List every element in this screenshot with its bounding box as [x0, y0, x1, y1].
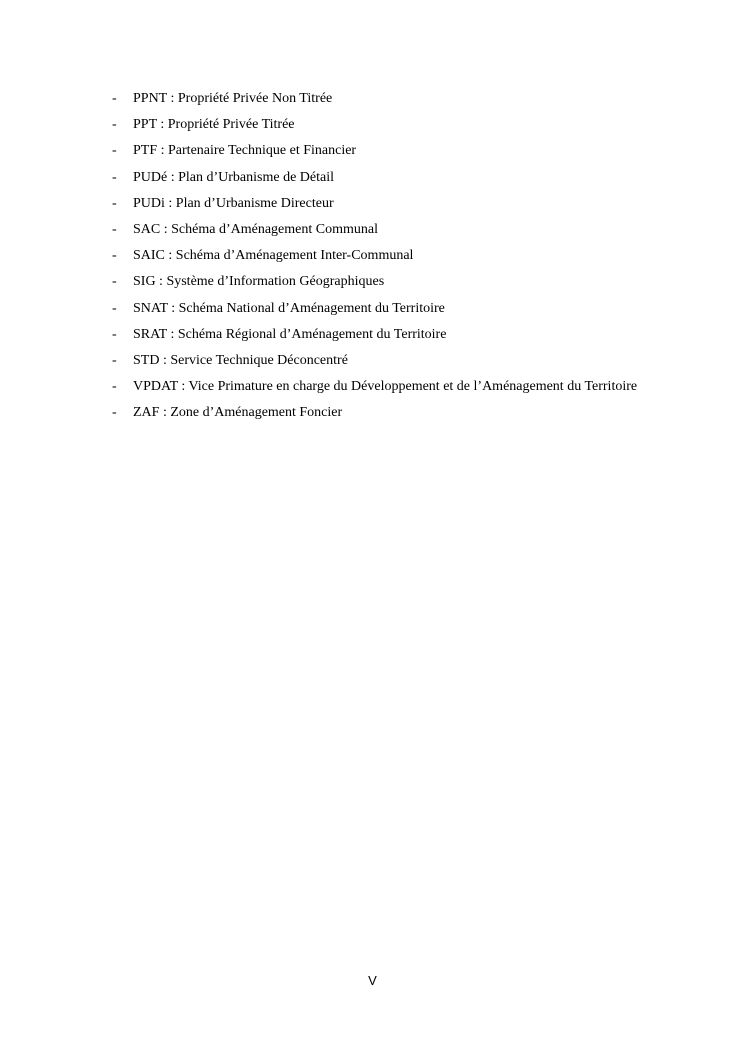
abbreviation-entry: SNAT : Schéma National d’Aménagement du Territoire	[133, 300, 445, 316]
abbreviation-entry: ZAF : Zone d’Aménagement Foncier	[133, 405, 343, 421]
list-marker: -	[112, 195, 117, 211]
list-item	[112, 165, 657, 191]
list-item	[112, 138, 657, 164]
abbreviation-entry: PUDi : Plan d’Urbanisme Directeur	[133, 195, 334, 211]
list-marker: -	[112, 300, 117, 316]
list-item	[112, 112, 657, 138]
abbreviation-list	[112, 86, 657, 427]
list-marker: -	[112, 143, 117, 159]
list-marker: -	[112, 405, 117, 421]
abbreviation-entry: STD : Service Technique Déconcentré	[133, 353, 348, 369]
list-item	[112, 348, 657, 374]
abbreviation-entry: PTF : Partenaire Technique et Financier	[133, 143, 357, 159]
list-marker: -	[112, 353, 117, 369]
abbreviation-entry: SAIC : Schéma d’Aménagement Inter-Communal	[133, 248, 414, 264]
list-item	[112, 322, 657, 348]
abbreviation-entry: PPNT : Propriété Privée Non Titrée	[133, 91, 333, 106]
list-item	[112, 269, 657, 295]
list-marker: -	[112, 326, 117, 342]
abbreviation-entry: PUDé : Plan d’Urbanisme de Détail	[133, 169, 335, 185]
list-item	[112, 296, 657, 322]
list-marker: -	[112, 169, 117, 185]
abbreviation-entry: SIG : Système d’Information Géographiques	[133, 274, 385, 290]
list-marker: -	[112, 91, 117, 106]
abbreviation-entry: SAC : Schéma d’Aménagement Communal	[133, 222, 378, 238]
list-item	[112, 86, 657, 112]
list-item	[112, 374, 657, 400]
page-number: V	[368, 973, 377, 988]
list-item	[112, 400, 657, 426]
abbreviation-entry: SRAT : Schéma Régional d’Aménagement du Territoire	[133, 326, 447, 342]
abbreviation-entry: VPDAT : Vice Primature en charge du Développement et de l’Aménagement du Territoire	[133, 379, 638, 395]
list-marker: -	[112, 222, 117, 238]
list-marker: -	[112, 274, 117, 290]
list-item	[112, 243, 657, 269]
list-item	[112, 191, 657, 217]
list-marker: -	[112, 248, 117, 264]
abbreviation-entry: PPT : Propriété Privée Titrée	[133, 117, 295, 133]
list-marker: -	[112, 379, 117, 395]
list-item	[112, 217, 657, 243]
list-marker: -	[112, 117, 117, 133]
